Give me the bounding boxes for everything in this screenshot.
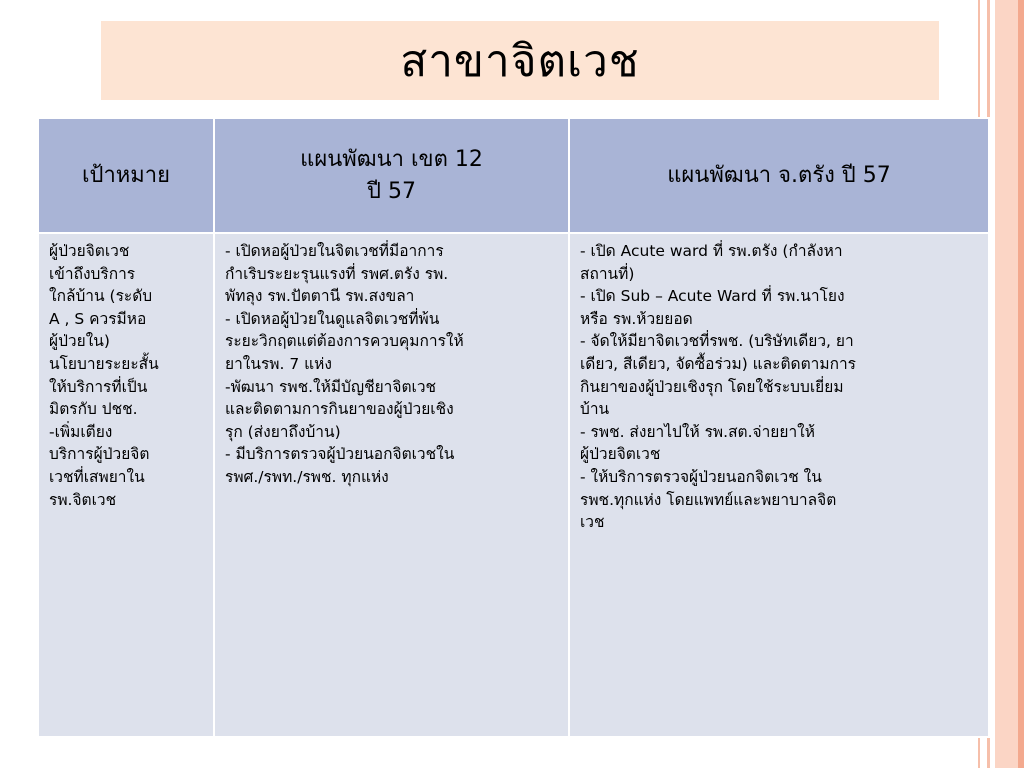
goal-cell — [38, 233, 214, 737]
header-region-plan-line2: ปี 57 — [367, 178, 416, 204]
region-plan-line-4: - เปิดหอผู้ป่วยในดูแลจิตเวชที่พ้น — [225, 309, 440, 328]
province-plan-line-9: - รพช. ส่งยาไปให้ รพ.สต.จ่ายยาให้ — [580, 422, 815, 441]
goal-line-2: เข้าถึงบริการ — [49, 264, 136, 283]
goal-line-6: นโยบายระยะสั้น — [49, 354, 159, 373]
province-plan-cell — [569, 233, 989, 737]
goal-line-1: ผู้ป่วยจิตเวช — [49, 242, 130, 260]
title-banner — [101, 21, 939, 100]
goal-line-4: A , S ควรมีหอ — [49, 309, 147, 328]
province-plan-line-2: สถานที่) — [580, 264, 635, 283]
region-plan-cell — [214, 233, 569, 737]
province-plan-text — [580, 240, 978, 534]
table-row — [38, 233, 989, 737]
goal-line-7: ให้บริการที่เป็น — [49, 377, 148, 396]
header-region-plan — [214, 118, 569, 233]
region-plan-line-8: และติดตามการกินยาของผู้ป่วยเชิง — [225, 400, 454, 419]
province-plan-line-4: หรือ รพ.ห้วยยอด — [580, 309, 693, 328]
province-plan-line-8: บ้าน — [580, 400, 610, 419]
goal-text — [49, 240, 203, 511]
goal-line-9: -เพิ่มเตียง — [49, 422, 113, 441]
region-plan-line-9: รุก (ส่งยาถึงบ้าน) — [225, 422, 341, 441]
region-plan-line-7: -พัฒนา รพช.ให้มีบัญชียาจิตเวช — [225, 377, 437, 396]
region-plan-line-5: ระยะวิกฤตแต่ต้องการควบคุมการให้ — [225, 332, 464, 351]
header-region-plan-line1: แผนพัฒนา เขต 12 — [300, 146, 483, 172]
region-plan-text — [225, 240, 558, 489]
region-plan-line-2: กำเริบระยะรุนแรงที่ รพศ.ตรัง รพ. — [225, 264, 449, 283]
province-plan-line-7: กินยาของผู้ป่วยเชิงรุก โดยใช้ระบบเยี่ยม — [580, 377, 844, 396]
region-plan-line-3: พัทลุง รพ.ปัตตานี รพ.สงขลา — [225, 287, 415, 306]
province-plan-line-10: ผู้ป่วยจิตเวช — [580, 445, 661, 464]
region-plan-line-11: รพศ./รพท./รพช. ทุกแห่ง — [225, 467, 389, 486]
goal-line-3: ใกล้บ้าน (ระดับ — [49, 287, 153, 306]
province-plan-line-11: - ให้บริการตรวจผู้ป่วยนอกจิตเวช ใน — [580, 467, 822, 486]
goal-line-8: มิตรกับ ปชช. — [49, 400, 138, 419]
goal-line-11: เวชที่เสพยาใน — [49, 467, 145, 486]
goal-line-10: บริการผู้ป่วยจิต — [49, 445, 150, 464]
table-header-row — [38, 118, 989, 233]
header-goal: เป้าหมาย — [38, 118, 214, 233]
region-plan-line-6: ยาในรพ. 7 แห่ง — [225, 354, 332, 373]
plan-table — [37, 117, 990, 738]
goal-line-12: รพ.จิตเวช — [49, 490, 117, 509]
slide-title: สาขาจิตเวช — [400, 35, 640, 87]
province-plan-line-6: เดียว, สีเดียว, จัดซื้อร่วม) และติดตามการ — [580, 354, 857, 373]
region-plan-line-10: - มีบริการตรวจผู้ป่วยนอกจิตเวชใน — [225, 445, 455, 464]
province-plan-line-3: - เปิด Sub – Acute Ward ที่ รพ.นาโยง — [580, 287, 845, 306]
header-province-plan: แผนพัฒนา จ.ตรัง ปี 57 — [569, 118, 989, 233]
province-plan-line-1: - เปิด Acute ward ที่ รพ.ตรัง (กำลังหา — [580, 242, 843, 260]
province-plan-line-13: เวช — [580, 513, 605, 532]
province-plan-line-5: - จัดให้มียาจิตเวชที่รพช. (บริษัทเดียว, ยา — [580, 332, 854, 351]
province-plan-line-12: รพช.ทุกแห่ง โดยแพทย์และพยาบาลจิต — [580, 490, 837, 509]
region-plan-line-1: - เปิดหอผู้ป่วยในจิตเวชที่มีอาการ — [225, 242, 444, 260]
goal-line-5: ผู้ป่วยใน) — [49, 332, 110, 351]
